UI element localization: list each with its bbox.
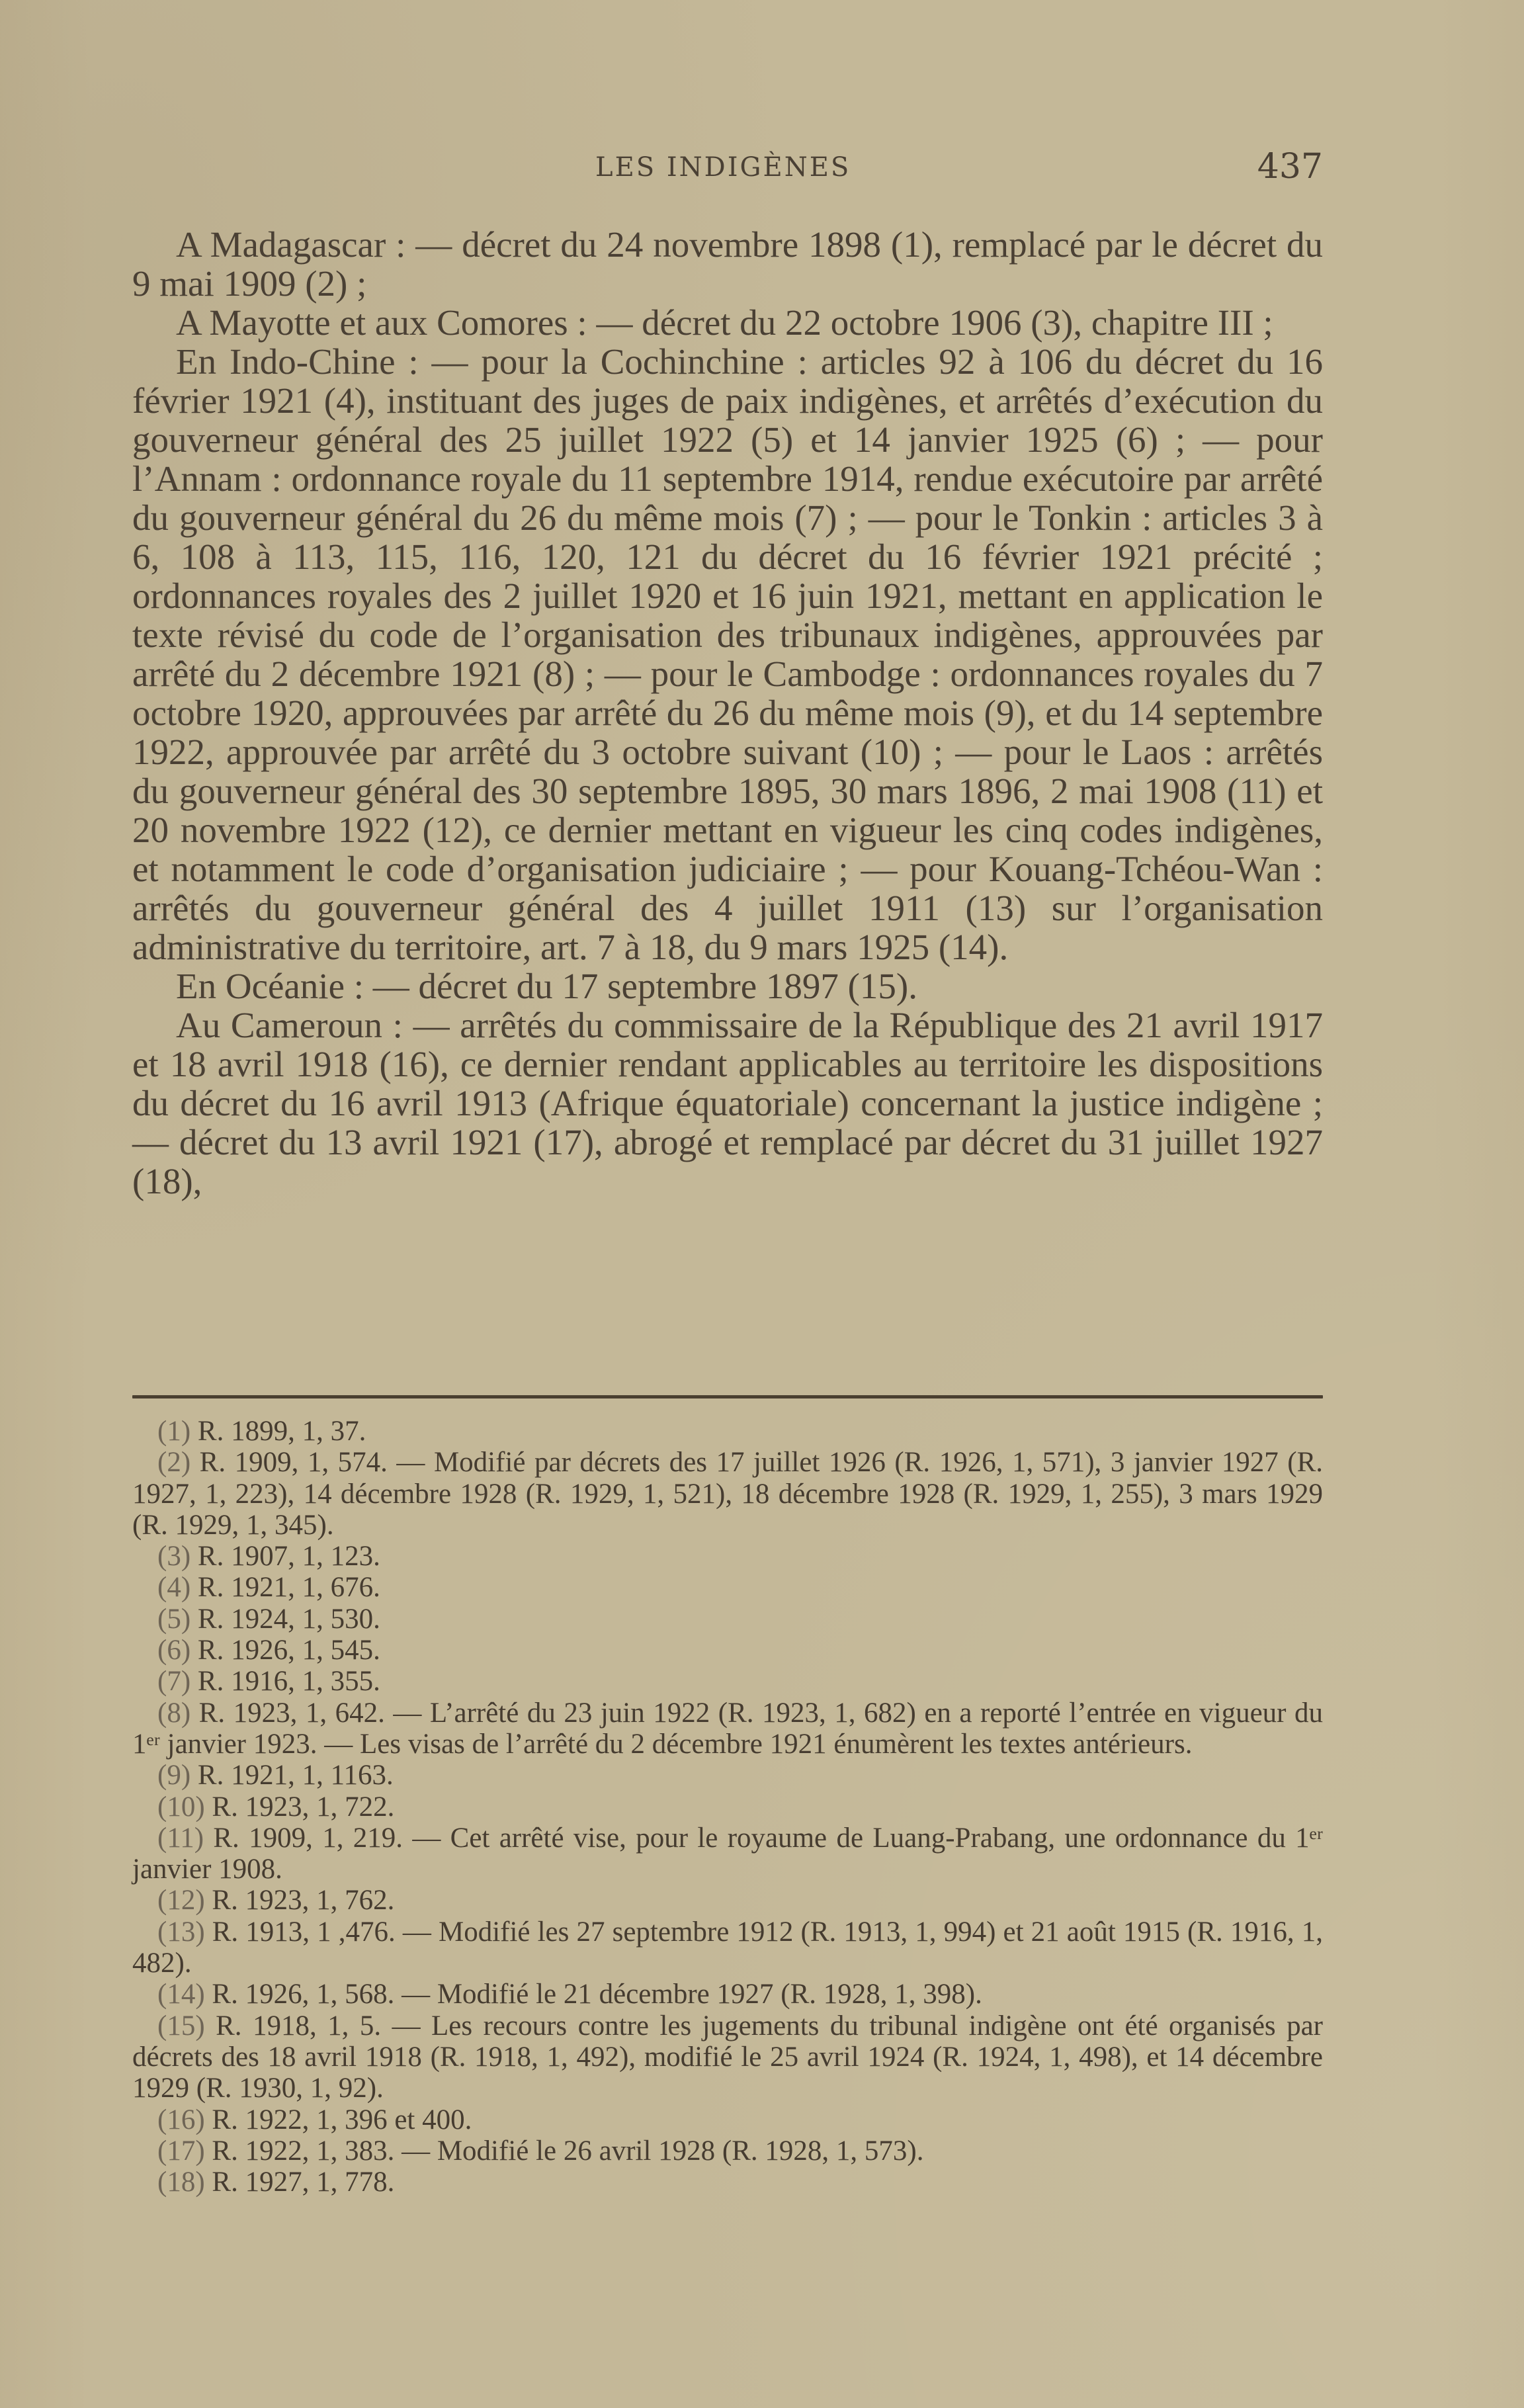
footnote — [132, 1604, 1323, 1635]
footnote-number: (10) — [157, 1791, 205, 1823]
footnote — [132, 2010, 1323, 2104]
footnote — [132, 1885, 1323, 1916]
footnote-text: R. 1926, 1, 545. — [197, 1635, 380, 1666]
footnote-number: (8) — [157, 1697, 191, 1729]
footnote-text: R. 1916, 1, 355. — [197, 1666, 380, 1698]
running-head — [132, 147, 1323, 187]
footnote — [132, 1823, 1323, 1885]
footnote — [132, 1447, 1323, 1541]
footnote-number: (4) — [157, 1572, 191, 1604]
footnote-text: R. 1909, 1, 219. — Cet arrêté vise, pour le royaume de Luang-Prabang, une ordonnance du 1ᵉʳ janvier 1908. — [132, 1822, 1324, 1885]
footnote-number: (6) — [157, 1635, 191, 1666]
running-title: LES INDIGÈNES — [595, 152, 851, 183]
paragraph-mayotte-comores: A Mayotte et aux Comores : — décret du 22 octobre 1906 (3), chapitre III ; — [176, 302, 1273, 343]
footnote-text: R. 1913, 1 ,476. — Modifié les 27 septembre 1912 (R. 1913, 1, 994) et 21 août 1915 (R. 1916, 1, 482). — [132, 1916, 1323, 1979]
footnote-number: (12) — [157, 1885, 205, 1916]
footnote-text: R. 1907, 1, 123. — [197, 1541, 380, 1572]
footnote-text: R. 1909, 1, 574. — Modifié par décrets des 17 juillet 1926 (R. 1926, 1, 571), 3 janvier 1927 (R. 1927, 1, 223), 14 décembre 1928 (R. 1929, 1, 521), 18 décembre 1928 (R. 1929, 1, 255), 3 mars 1929 (R. 1929, 1, 345). — [132, 1447, 1324, 1541]
footnote-text: R. 1921, 1, 1163. — [197, 1760, 394, 1791]
footnote-number: (9) — [157, 1760, 191, 1791]
footnote-number: (7) — [157, 1666, 191, 1698]
footnote — [132, 1666, 1323, 1697]
footnote — [132, 1416, 1323, 1447]
paragraph-madagascar: A Madagascar : — décret du 24 novembre 1898 (1), remplacé par le décret du 9 mai 1909 (2) ; — [132, 224, 1323, 304]
footnote-text: R. 1923, 1, 642. — L’arrêté du 23 juin 1922 (R. 1923, 1, 682) en a reporté l’entrée en vigueur du 1ᵉʳ janvier 1923. — Les visas de l’arrêté du 2 décembre 1921 énumèrent les textes antérieurs. — [132, 1697, 1324, 1760]
footnote-separator-rule — [132, 1395, 1323, 1398]
paragraph-oceanie: En Océanie : — décret du 17 septembre 1897 (15). — [176, 966, 918, 1006]
footnote — [132, 1979, 1323, 2010]
footnote-text: R. 1918, 1, 5. — Les recours contre les jugements du tribunal indigène ont été organisés par décrets des 18 avril 1918 (R. 1918, 1, 492), modifié le 25 avril 1924 (R. 1924, 1, 498), et 14 décembre 1929 (R. 1930, 1, 92). — [132, 2010, 1323, 2104]
footnotes — [132, 1416, 1323, 2198]
footnote-text: R. 1922, 1, 383. — Modifié le 26 avril 1928 (R. 1928, 1, 573). — [212, 2135, 924, 2167]
footnote-number: (1) — [157, 1416, 191, 1447]
footnote-number: (18) — [157, 2167, 205, 2198]
footnote-text: R. 1926, 1, 568. — Modifié le 21 décembre 1927 (R. 1928, 1, 398). — [212, 1979, 982, 2010]
footnote-number: (3) — [157, 1541, 191, 1572]
footnote — [132, 1916, 1323, 1979]
footnote-text: R. 1923, 1, 762. — [212, 1885, 395, 1916]
footnote — [132, 2104, 1323, 2135]
footnote — [132, 1635, 1323, 1666]
footnote-text: R. 1921, 1, 676. — [197, 1572, 380, 1604]
main-text — [132, 225, 1323, 1201]
footnote-number: (17) — [157, 2135, 205, 2167]
footnote — [132, 2167, 1323, 2198]
footnote-number: (5) — [157, 1603, 191, 1635]
footnote-number: (14) — [157, 1979, 205, 2010]
footnote — [132, 1698, 1323, 1760]
footnote-text: R. 1924, 1, 530. — [197, 1603, 380, 1635]
footnote — [132, 1572, 1323, 1603]
footnote-text: R. 1923, 1, 722. — [212, 1791, 395, 1823]
footnote-text: R. 1922, 1, 396 et 400. — [212, 2104, 472, 2135]
page-number: 437 — [1257, 147, 1323, 187]
paragraph-indochine: En Indo-Chine : — pour la Cochinchine : articles 92 à 106 du décret du 16 février 1921 (4), instituant des juges de paix indigènes, et arrêtés d’exécution du gouverneur général des 25 juillet 1922 (5) et 14 janvier 1925 (6) ; — pour l’Annam : ordonnance royale du 11 septembre 1914, rendue exécutoire par arrêté du gouverneur général du 26 du même mois (7) ; — pour le Tonkin : articles 3 à 6, 108 à 113, 115, 116, 120, 121 du décret du 16 février 1921 précité ; ordonnances royales des 2 juillet 1920 et 16 juin 1921, mettant en application le texte révisé du code de l’organisation des tribunaux indigènes, approuvées par arrêté du 2 décembre 1921 (8) ; — pour le Cambodge : ordonnances royales du 7 octobre 1920, approuvées par arrêté du 26 du même mois (9), et du 14 septembre 1922, approuvée par arrêté du 3 octobre suivant (10) ; — pour le Laos : arrêtés du gouverneur général des 30 septembre 1895, 30 mars 1896, 2 mai 1908 (11) et 20 novembre 1922 (12), ce dernier mettant en vigueur les cinq codes indigènes, et notamment le code d’organisation judiciaire ; — pour Kouang-Tchéou-Wan : arrêtés du gouverneur général des 4 juillet 1911 (13) sur l’organisation administrative du territoire, art. 7 à 18, du 9 mars 1925 (14). — [132, 341, 1323, 967]
footnote-text: R. 1899, 1, 37. — [197, 1416, 366, 1447]
footnote-number: (16) — [157, 2104, 205, 2135]
footnote — [132, 1791, 1323, 1823]
footnote-number: (15) — [157, 2010, 205, 2042]
footnote-number: (2) — [157, 1447, 191, 1479]
footnote-text: R. 1927, 1, 778. — [212, 2167, 395, 2198]
footnote — [132, 1760, 1323, 1791]
footnote — [132, 2135, 1323, 2167]
footnote-number: (13) — [157, 1916, 205, 1948]
footnote-number: (11) — [157, 1822, 204, 1854]
paragraph-cameroun: Au Cameroun : — arrêtés du commissaire de la République des 21 avril 1917 et 18 avril 1918 (16), ce dernier rendant applicables au territoire les dispositions du décret du 16 avril 1913 (Afrique équatoriale) concernant la justice indigène ; — décret du 13 avril 1921 (17), abrogé et remplacé par décret du 31 juillet 1927 (18), — [132, 1005, 1323, 1201]
footnote — [132, 1541, 1323, 1572]
